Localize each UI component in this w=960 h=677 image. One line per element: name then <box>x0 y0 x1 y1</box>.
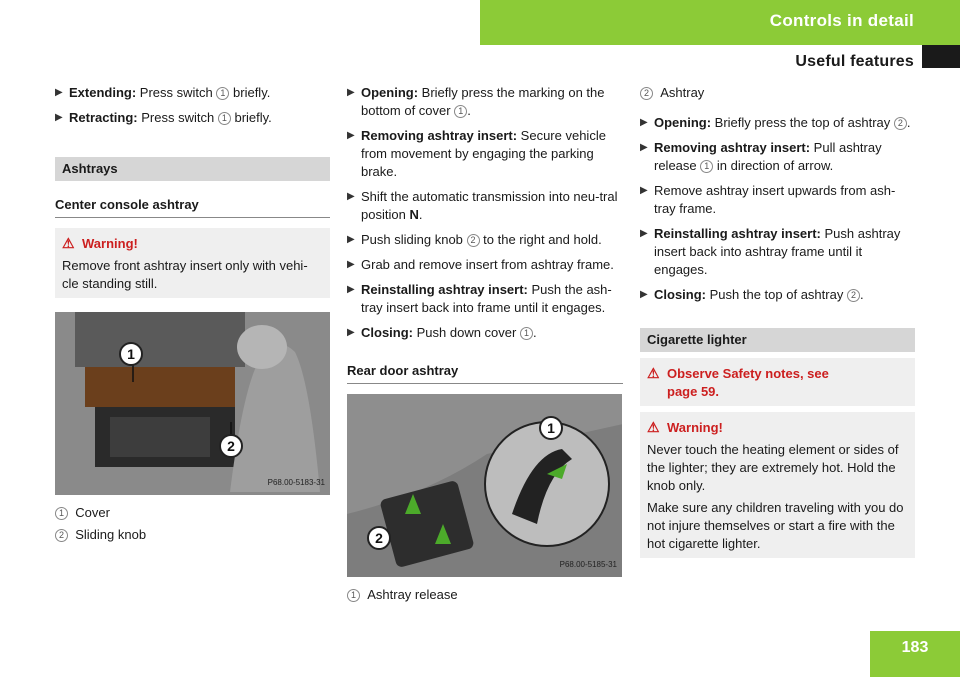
page-number: 183 <box>870 631 960 677</box>
callout-number: 1 <box>218 112 231 125</box>
callout-1: 1 <box>539 416 563 440</box>
step-remove: ▶ Remove ashtray insert upwards from ash-tray frame. <box>640 183 896 216</box>
warning-icon: ⚠ <box>647 365 660 381</box>
header-marker <box>922 45 960 68</box>
legend-item: 2 Sliding knob <box>55 526 330 544</box>
warning-icon: ⚠ <box>62 235 75 251</box>
warning-text: Remove front ashtray insert only with vehi-cle standing still. <box>62 258 308 291</box>
callout-2: 2 <box>367 526 391 550</box>
step-push: ▶ Push sliding knob 2 to the right and hold. <box>347 232 602 247</box>
arrow-icon: ▶ <box>55 112 63 123</box>
step-opening: ▶ Opening: Briefly press the top of ashtray 2 . <box>640 115 911 130</box>
section-bar-ashtrays: Ashtrays <box>55 157 330 181</box>
step-reinstall: ▶ Reinstalling ashtray insert: Push ashtray insert back into ashtray frame until it engages. <box>640 226 901 277</box>
safety-page-ref[interactable]: page 59. <box>667 384 720 399</box>
door-illustration <box>347 394 622 577</box>
legend-item: 1 Ashtray release <box>347 586 623 604</box>
arrow-icon: ▶ <box>347 259 355 270</box>
arrow-icon: ▶ <box>640 289 648 300</box>
heading-rear-door-ashtray: Rear door ashtray <box>347 362 623 384</box>
section-bar-cigarette-lighter: Cigarette lighter <box>640 328 915 352</box>
warning-text: Never touch the heating element or sides of the lighter; they are extremely hot. Hold the knob only. <box>647 442 899 493</box>
step-removing: ▶ Removing ashtray insert: Secure vehicle from movement by engaging the parking brake. <box>347 128 606 179</box>
legend <box>347 586 623 604</box>
warning-icon: ⚠ <box>647 419 660 435</box>
arrow-icon: ▶ <box>640 117 648 128</box>
arrow-icon: ▶ <box>55 87 63 98</box>
legend-item: 1 Cover <box>55 504 330 522</box>
step-reinstall: ▶ Reinstalling ashtray insert: Push the ash-tray insert back into frame until it engages. <box>347 282 612 315</box>
arrow-icon: ▶ <box>347 130 355 141</box>
column-1 <box>55 84 330 548</box>
callout-2: 2 <box>219 434 243 458</box>
step-retracting: ▶ Retracting: Press switch 1 briefly. <box>55 110 272 125</box>
step-closing: ▶ Closing: Push the top of ashtray 2 . <box>640 287 864 302</box>
image-reference: P68.00-5183-31 <box>267 478 325 487</box>
arrow-icon: ▶ <box>347 191 355 202</box>
warning-box: ⚠ Warning! Remove front ashtray insert only with vehi-cle standing still. <box>55 228 330 298</box>
column-3 <box>640 84 915 564</box>
legend-item: 2 Ashtray <box>640 84 915 102</box>
subsection-title: Useful features <box>795 53 914 70</box>
step-removing: ▶ Removing ashtray insert: Pull ashtray release 1 in direction of arrow. <box>640 140 882 173</box>
console-illustration <box>55 312 330 495</box>
heading-center-console-ashtray: Center console ashtray <box>55 196 330 218</box>
rear-door-ashtray-photo <box>347 394 622 577</box>
arrow-icon: ▶ <box>347 284 355 295</box>
console-ashtray-photo <box>55 312 330 495</box>
warning-text: Make sure any children traveling with you do not injure themselves or start a fire with the hot cigarette lighter. <box>647 500 904 551</box>
step-closing: ▶ Closing: Push down cover 1 . <box>347 325 537 340</box>
step-shift: ▶ Shift the automatic transmission into neu-tral position N. <box>347 189 618 222</box>
arrow-icon: ▶ <box>640 142 648 153</box>
callout-1: 1 <box>119 342 143 366</box>
image-reference: P68.00-5185-31 <box>559 560 617 569</box>
arrow-icon: ▶ <box>640 185 648 196</box>
section-title: Controls in detail <box>769 11 914 30</box>
arrow-icon: ▶ <box>347 87 355 98</box>
step-extending: ▶ Extending: Press switch 1 briefly. <box>55 85 271 100</box>
legend <box>55 504 330 544</box>
step-grab: ▶ Grab and remove insert from ashtray frame. <box>347 257 614 272</box>
arrow-icon: ▶ <box>347 234 355 245</box>
safety-notes-link[interactable]: Observe Safety notes, see <box>667 366 829 381</box>
warning-box: ⚠ Warning! Never touch the heating element or sides of the lighter; they are extremely hot. Hold the knob only. Make sure any children traveling with you do not injure themselves or start a fire with the hot cigarette lighter. <box>640 412 915 558</box>
column-2 <box>347 84 623 608</box>
step-opening: ▶ Opening: Briefly press the marking on the bottom of cover 1 . <box>347 85 605 118</box>
arrow-icon: ▶ <box>347 327 355 338</box>
safety-notes-box <box>640 358 915 406</box>
arrow-icon: ▶ <box>640 228 648 239</box>
callout-number: 1 <box>216 87 229 100</box>
